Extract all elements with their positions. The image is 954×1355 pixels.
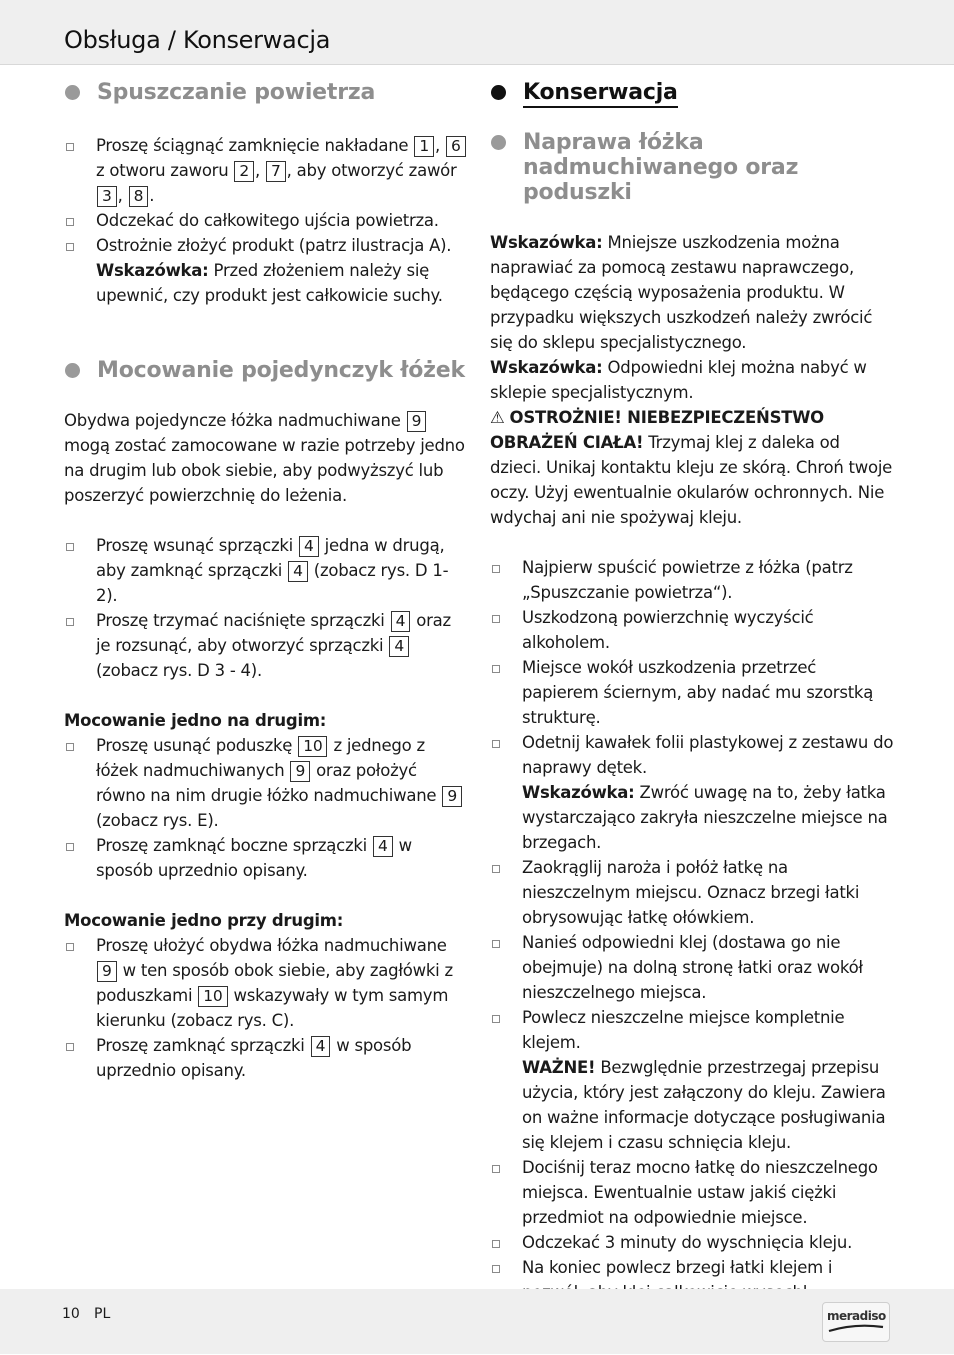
checkbox-square-icon	[66, 943, 74, 951]
part-ref: 1	[414, 136, 434, 157]
bullet-dot-icon	[65, 85, 80, 100]
part-ref: 7	[266, 161, 286, 182]
checkbox-square-icon	[492, 615, 500, 623]
subheading-stacked: Mocowanie jedno na drugim:	[64, 711, 327, 730]
part-ref: 4	[373, 836, 393, 857]
right-column	[490, 78, 894, 1355]
list-item: Uszkodzoną powierzchnię wyczyścić alkoholem.	[490, 605, 894, 655]
part-ref: 4	[311, 1036, 331, 1057]
section-heading-maintenance: Konserwacja	[490, 80, 894, 105]
list-item: Proszę trzymać naciśnięte sprzączki 4 oraz je rozsunąć, aby otworzyć sprzączki 4 (zobacz rys. D 3 - 4).	[64, 608, 468, 683]
checkbox-square-icon	[492, 865, 500, 873]
logo-swoosh-icon	[827, 1321, 885, 1335]
part-ref: 6	[446, 136, 466, 157]
page-number: 10	[62, 1306, 80, 1322]
list-item: Ostrożnie złożyć produkt (patrz ilustracja A). Wskazówka: Przed złożeniem należy się upewnić, czy produkt jest całkowicie suchy.	[64, 233, 468, 308]
page-header	[0, 0, 954, 65]
checkbox-square-icon	[66, 843, 74, 851]
part-ref: 2	[234, 161, 254, 182]
list-item: Proszę ułożyć obydwa łóżka nadmuchiwane 9 w ten sposób obok siebie, aby zagłówki z poduszkami 10 wskazywały w tym samym kierunku (zobacz rys. C).	[64, 933, 468, 1033]
list-item: Powlecz nieszczelne miejsce kompletnie klejem. WAŻNE! Bezwględnie przestrzegaj przepisu użycia, który jest załączony do kleju. Zawiera on ważne informacje dotyczące posługiwania się klejem i czasu schnięcia kleju.	[490, 1005, 894, 1155]
part-ref: 4	[288, 561, 308, 582]
list-item: Najpierw spuścić powietrze z łóżka (patrz „Spuszczanie powietrza“).	[490, 555, 894, 605]
list-item: Odczekać do całkowitego ujścia powietrza.	[64, 208, 468, 233]
note-paragraph: Wskazówka: Mniejsze uszkodzenia można naprawiać za pomocą zestawu naprawczego, będącego częścią wyposażenia produktu. W przypadku większych uszkodzeń należy zwrócić się do sklepu specjalistycznego.	[490, 233, 873, 352]
page-footer	[0, 1289, 954, 1354]
checkbox-square-icon	[66, 743, 74, 751]
part-ref: 4	[299, 536, 319, 557]
bullet-dot-icon	[65, 363, 80, 378]
bullet-dot-icon	[491, 85, 506, 100]
checkbox-square-icon	[492, 940, 500, 948]
part-ref: 9	[407, 411, 427, 432]
list-item: Dociśnij teraz mocno łatkę do nieszczelnego miejsca. Ewentualnie ustaw jakiś ciężki przedmiot na odpowiednie miejsce.	[490, 1155, 894, 1230]
list-item: Proszę zamknąć sprzączki 4 w sposób uprzednio opisany.	[64, 1033, 468, 1083]
list-item: Proszę zamknąć boczne sprzączki 4 w sposób uprzednio opisany.	[64, 833, 468, 883]
subheading-side-by-side: Mocowanie jedno przy drugim:	[64, 911, 344, 930]
section-heading-deflate: Spuszczanie powietrza	[64, 80, 468, 105]
checkbox-square-icon	[492, 1265, 500, 1273]
part-ref: 4	[389, 636, 409, 657]
list-item: Odetnij kawałek folii plastykowej z zestawu do naprawy dętek. Wskazówka: Zwróć uwagę na to, żeby łatka wystarczająco zakryła nieszczelne miejsce na brzegach.	[490, 730, 894, 855]
part-ref: 10	[298, 736, 327, 757]
left-column	[64, 78, 468, 1083]
checkbox-square-icon	[66, 618, 74, 626]
note-paragraph: Wskazówka: Odpowiedni klej można nabyć w sklepie specjalistycznym.	[490, 358, 867, 402]
checkbox-square-icon	[492, 665, 500, 673]
checkbox-square-icon	[492, 740, 500, 748]
part-ref: 9	[97, 961, 117, 982]
checkbox-square-icon	[492, 565, 500, 573]
part-ref: 3	[97, 186, 117, 207]
checkbox-square-icon	[66, 218, 74, 226]
warning-triangle-icon: ⚠	[490, 408, 505, 427]
part-ref: 9	[290, 761, 310, 782]
bullet-dot-icon	[491, 135, 506, 150]
page-title: Obsługa / Konserwacja	[64, 26, 331, 54]
language-code: PL	[94, 1306, 111, 1322]
list-item: Odczekać 3 minuty do wyschnięcia kleju.	[490, 1230, 894, 1255]
checkbox-square-icon	[66, 143, 74, 151]
list-item: Proszę ściągnąć zamknięcie nakładane 1 , 6 z otworu zaworu 2 , 7 , aby otworzyć zawór 3 , 8 .	[64, 133, 468, 208]
list-item: Nanieś odpowiedni klej (dostawa go nie obejmuje) na dolną stronę łatki oraz wokół nieszczelnego miejsca.	[490, 930, 894, 1005]
section-heading-attach: Mocowanie pojedynczyk łóżek	[64, 358, 468, 383]
checkbox-square-icon	[492, 1165, 500, 1173]
part-ref: 8	[129, 186, 149, 207]
list-item: Zaokrąglij naroża i połóż łatkę na nieszczelnym miejscu. Oznacz brzegi łatki obrysowując łatkę ołówkiem.	[490, 855, 894, 930]
intro-paragraph: Obydwa pojedyncze łóżka nadmuchiwane 9 mogą zostać zamocowane w razie potrzeby jedno na drugim lub obok siebie, aby podwyższyć lub poszerzyć powierzchnię do leżenia.	[64, 411, 465, 505]
part-ref: 4	[391, 611, 411, 632]
warning-paragraph: ⚠ OSTROŻNIE! NIEBEZPIECZEŃSTWO OBRAŻEŃ CIAŁA! Trzymaj klej z daleka od dzieci. Unikaj kontaktu kleju ze skórą. Chroń twoje oczy. Użyj ewentualnie okularów ochronnych. Nie wdychaj ani nie spożywaj kleju.	[490, 405, 894, 530]
part-ref: 9	[442, 786, 462, 807]
checkbox-square-icon	[492, 1240, 500, 1248]
part-ref: 10	[198, 986, 227, 1007]
list-item: Proszę wsunąć sprzączki 4 jedna w drugą, aby zamknąć sprzączki 4 (zobacz rys. D 1-2).	[64, 533, 468, 608]
list-item: Na koniec powlecz brzegi łatki klejem i	[490, 1255, 894, 1305]
list-item: Miejsce wokół uszkodzenia przetrzeć papierem ściernym, aby nadać mu szorstką strukturę.	[490, 655, 894, 730]
list-item: Proszę usunąć poduszkę 10 z jednego z łóżek nadmuchiwanych 9 oraz położyć równo na nim drugie łóżko nadmuchiwane 9 (zobacz rys. E).	[64, 733, 468, 833]
checkbox-square-icon	[66, 543, 74, 551]
brand-logo-text: meradiso	[827, 1309, 886, 1323]
checkbox-square-icon	[66, 243, 74, 251]
checkbox-square-icon	[66, 1043, 74, 1051]
checkbox-square-icon	[492, 1015, 500, 1023]
brand-logo	[822, 1302, 890, 1342]
section-heading-repair: Naprawa łóżka nadmuchiwanego oraz poduszki	[490, 130, 894, 205]
